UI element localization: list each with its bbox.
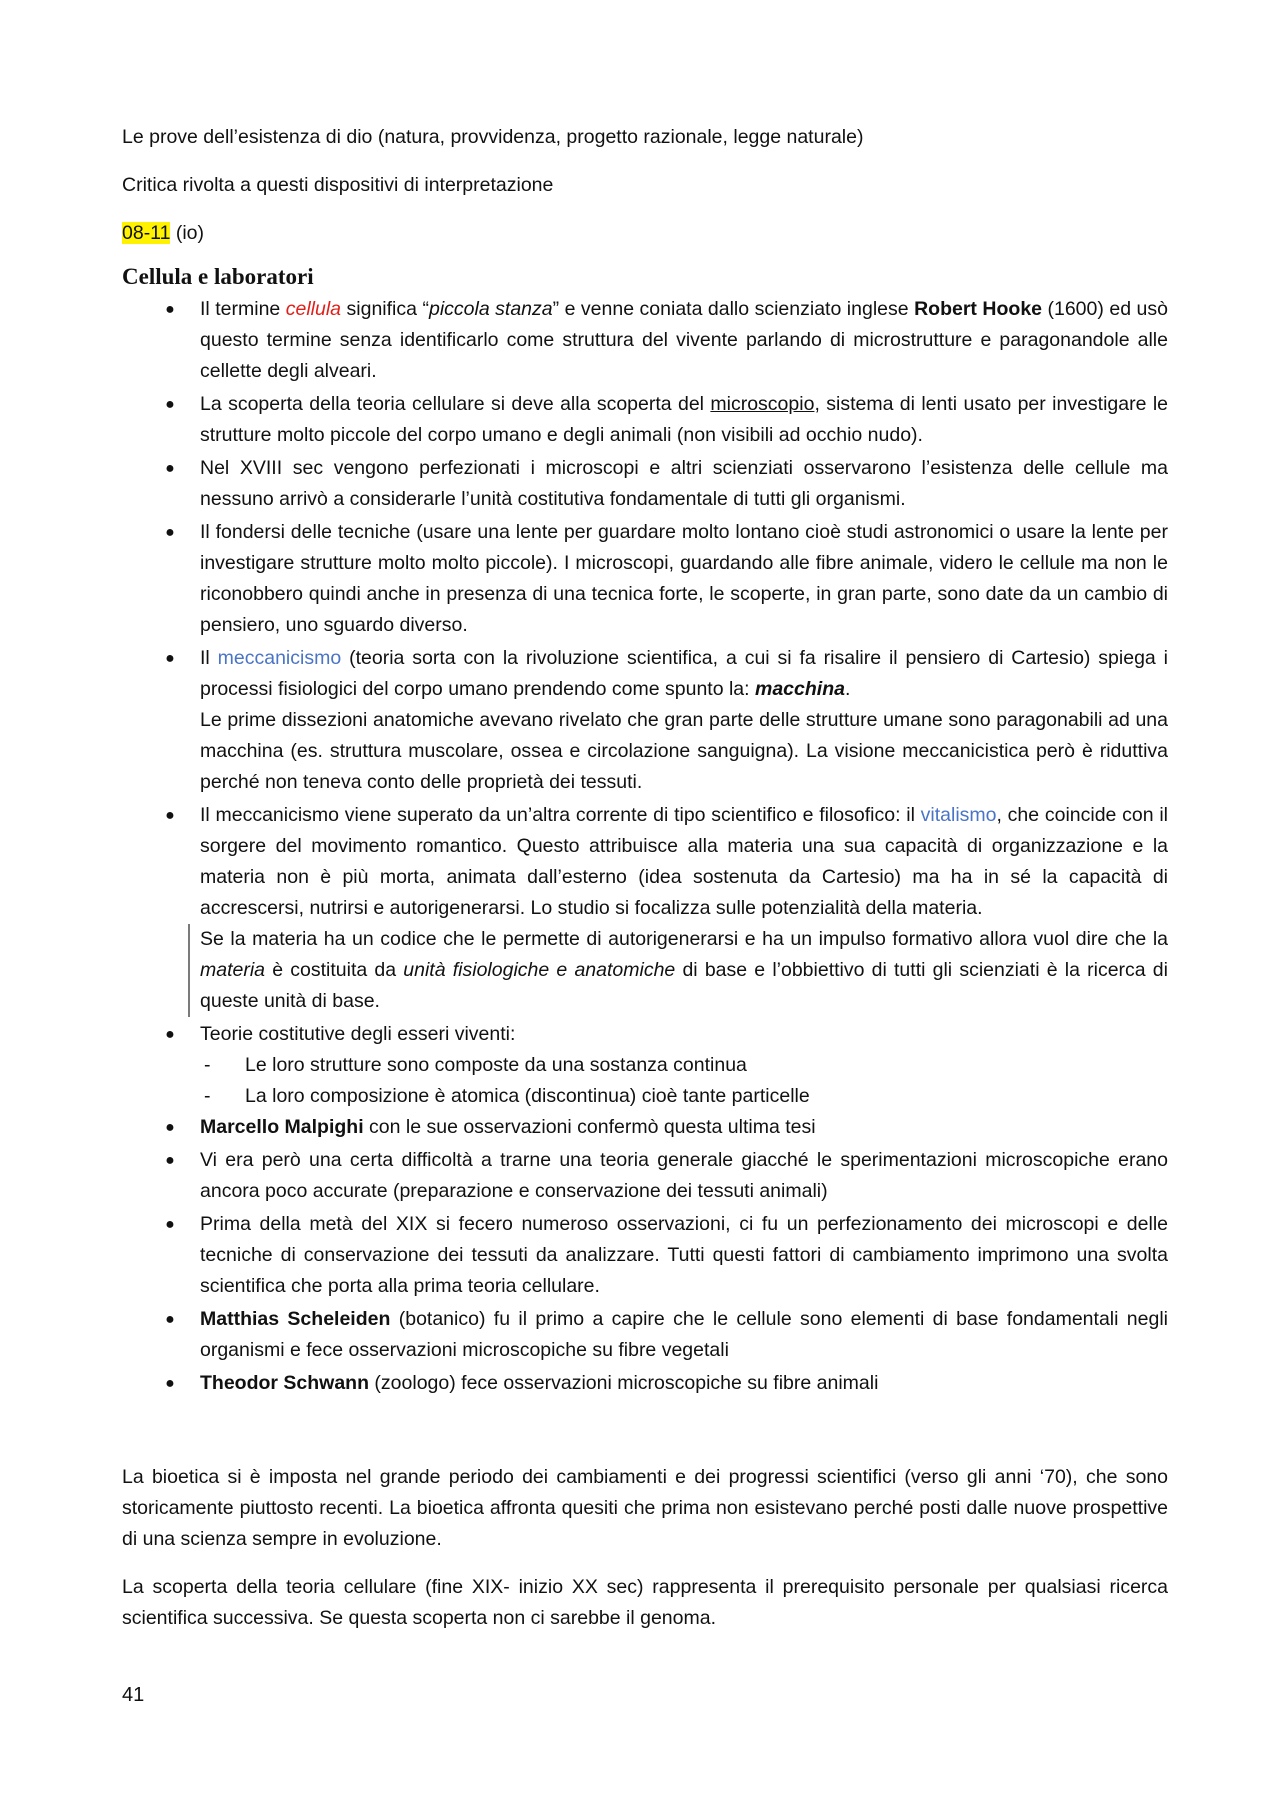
- list-item: [122, 800, 1168, 1017]
- paragraph: Le prime dissezioni anatomiche avevano rivelato che gran parte delle strutture umane sono paragonabili ad una macchina (es. struttura muscolare, ossea e circolazione sanguigna). La visione meccanicistica però è riduttiva perché non teneva conto delle proprietà dei tessuti.: [200, 709, 1168, 793]
- outro-paragraph-2: La scoperta della teoria cellulare (fine XIX- inizio XX sec) rappresenta il prerequisito personale per qualsiasi ricerca scientifica successiva. Se questa scoperta non ci sarebbe il genoma.: [122, 1576, 1168, 1629]
- list-item: [122, 1145, 1168, 1207]
- list-item: [122, 389, 1168, 451]
- bullet-icon: ●: [165, 396, 175, 413]
- name-schwann: Theodor Schwann: [200, 1372, 370, 1394]
- text: .: [844, 678, 851, 700]
- bullet-icon: ●: [165, 1152, 175, 1169]
- list-item: [122, 643, 1168, 798]
- bullet-list: [122, 294, 1168, 1401]
- list-item: [122, 1209, 1168, 1302]
- term-materia: materia: [200, 959, 266, 981]
- bullet-icon: ●: [165, 524, 175, 541]
- dash-icon: -: [204, 1085, 211, 1107]
- list-item: [122, 1304, 1168, 1366]
- text: , sistema di lenti usato per investigare le strutture molto piccole del corpo umano e degli animali (non visibili ad occhio nudo).: [200, 393, 1168, 446]
- name-malpighi: Marcello Malpighi: [200, 1116, 364, 1138]
- term-cellula: cellula: [285, 298, 342, 320]
- bullet-icon: ●: [165, 1216, 175, 1233]
- list-item: [122, 1019, 1168, 1112]
- text: , che coincide con il sorgere del movimento romantico. Questo attribuisce alla materia una sua capacità di organizzazione e la materia non è più morta, animata dall’esterno (idea sostenuta da Cartesio) ma ha in sé la capacità di accrescersi, nutrirsi e autorigenerarsi. Lo studio si focalizza sulle potenzialità della materia.: [200, 804, 1168, 919]
- list-item: [122, 517, 1168, 641]
- list-item: [122, 1112, 1168, 1143]
- bullet-icon: ●: [165, 460, 175, 477]
- list-item: [122, 1368, 1168, 1399]
- bullet-icon: ●: [165, 807, 175, 824]
- sub-list-item: [200, 1081, 1168, 1112]
- text: Vi era però una certa difficoltà a trarne una teoria generale giacché le sperimentazioni microscopiche erano ancora poco accurate (preparazione e conservazione dei tessuti animali): [200, 1149, 1168, 1202]
- name-robert-hooke: Robert Hooke: [914, 298, 1043, 320]
- list-item: [122, 453, 1168, 515]
- date-highlight: 08-11: [122, 222, 171, 244]
- text: Se la materia ha un codice che le permette di autorigenerarsi e ha un impulso formativo allora vuol dire che la: [200, 928, 1168, 950]
- text: Prima della metà del XIX si fecero numeroso osservazioni, ci fu un perfezionamento dei microscopi e delle tecniche di conservazione dei tessuti da analizzare. Tutti questi fattori di cambiamento imprimono una svolta scientifica che porta alla prima teoria cellulare.: [200, 1213, 1168, 1297]
- bullet-icon: ●: [165, 301, 175, 318]
- text: Il fondersi delle tecniche (usare una lente per guardare molto lontano cioè studi astronomici o usare la lente per investigare strutture molto molto piccole). I microscopi, guardando alle fibre animale, videro le cellule ma non le riconobbero quindi anche in presenza di una tecnica forte, le scoperte, in gran parte, sono date da un cambio di pensiero, uno sguardo diverso.: [200, 521, 1168, 636]
- page-number: 41: [122, 1684, 145, 1706]
- annotated-paragraph: [188, 924, 1168, 1017]
- section-heading: Cellula e laboratori: [122, 264, 314, 289]
- intro-line-1: Le prove dell’esistenza di dio (natura, provvidenza, progetto razionale, legge naturale): [122, 126, 864, 148]
- text: significa “: [341, 298, 429, 320]
- text: (1600) ed usò questo termine senza identificarlo come struttura del vivente parlando di microstrutture e paragonandole alle cellette degli alveari.: [200, 298, 1168, 382]
- bullet-icon: ●: [165, 1026, 175, 1043]
- bullet-icon: ●: [165, 1119, 175, 1136]
- outro-paragraph-1: La bioetica si è imposta nel grande periodo dei cambiamenti e dei progressi scientifici (verso gli anni ‘70), che sono storicamente piuttosto recenti. La bioetica affronta quesiti che prima non esistevano perché posti dalle nuove prospettive di una scienza sempre in evoluzione.: [122, 1466, 1168, 1550]
- text: Il meccanicismo viene superato da un’altra corrente di tipo scientifico e filosofico: il: [200, 804, 921, 826]
- intro-line-2: Critica rivolta a questi dispositivi di interpretazione: [122, 174, 554, 196]
- term-unita: unità fisiologiche e anatomiche: [403, 959, 676, 981]
- text: di base e l’obbiettivo di tutti gli scienziati è la ricerca di queste unità di base.: [200, 959, 1168, 1012]
- name-scheleiden: Matthias Scheleiden: [200, 1308, 391, 1330]
- term-piccola-stanza: piccola stanza: [428, 298, 553, 320]
- term-meccanicismo: meccanicismo: [217, 647, 342, 669]
- text: La loro composizione è atomica (discontinua) cioè tante particelle: [245, 1085, 810, 1107]
- list-item: [122, 294, 1168, 387]
- lesson-date: [122, 218, 1168, 249]
- term-macchina: macchina: [755, 678, 845, 700]
- sub-list-item: [200, 1050, 1168, 1081]
- text: è costituita da: [265, 959, 404, 981]
- text: La scoperta della teoria cellulare si deve alla scoperta del: [200, 393, 711, 415]
- text: Le loro strutture sono composte da una sostanza continua: [245, 1054, 747, 1076]
- text: (botanico) fu il primo a capire che le cellule sono elementi di base fondamentali negli organismi e fece osservazioni microscopiche su fibre vegetali: [200, 1308, 1168, 1361]
- term-vitalismo: vitalismo: [920, 804, 997, 826]
- text: Nel XVIII sec vengono perfezionati i microscopi e altri scienziati osservarono l’esistenza delle cellule ma nessuno arrivò a considerarle l’unità costitutiva fondamentale di tutti gli organismi.: [200, 457, 1168, 510]
- text: Il: [200, 647, 218, 669]
- term-microscopio: microscopio: [710, 393, 815, 415]
- bullet-icon: ●: [165, 1375, 175, 1392]
- bullet-icon: ●: [165, 650, 175, 667]
- text: (zoologo) fece osservazioni microscopiche su fibre animali: [369, 1372, 879, 1394]
- sub-list: [200, 1050, 1168, 1112]
- dash-icon: -: [204, 1054, 211, 1076]
- text: Il termine: [200, 298, 286, 320]
- text: (teoria sorta con la rivoluzione scientifica, a cui si fa risalire il pensiero di Cartesio) spiega i processi fisiologici del corpo umano prendendo come spunto la:: [200, 647, 1168, 700]
- bullet-icon: ●: [165, 1311, 175, 1328]
- text: ” e venne coniata dallo scienziato inglese: [552, 298, 915, 320]
- text: Teorie costitutive degli esseri viventi:: [200, 1023, 516, 1045]
- date-suffix: (io): [170, 222, 205, 244]
- text: con le sue osservazioni confermò questa ultima tesi: [363, 1116, 816, 1138]
